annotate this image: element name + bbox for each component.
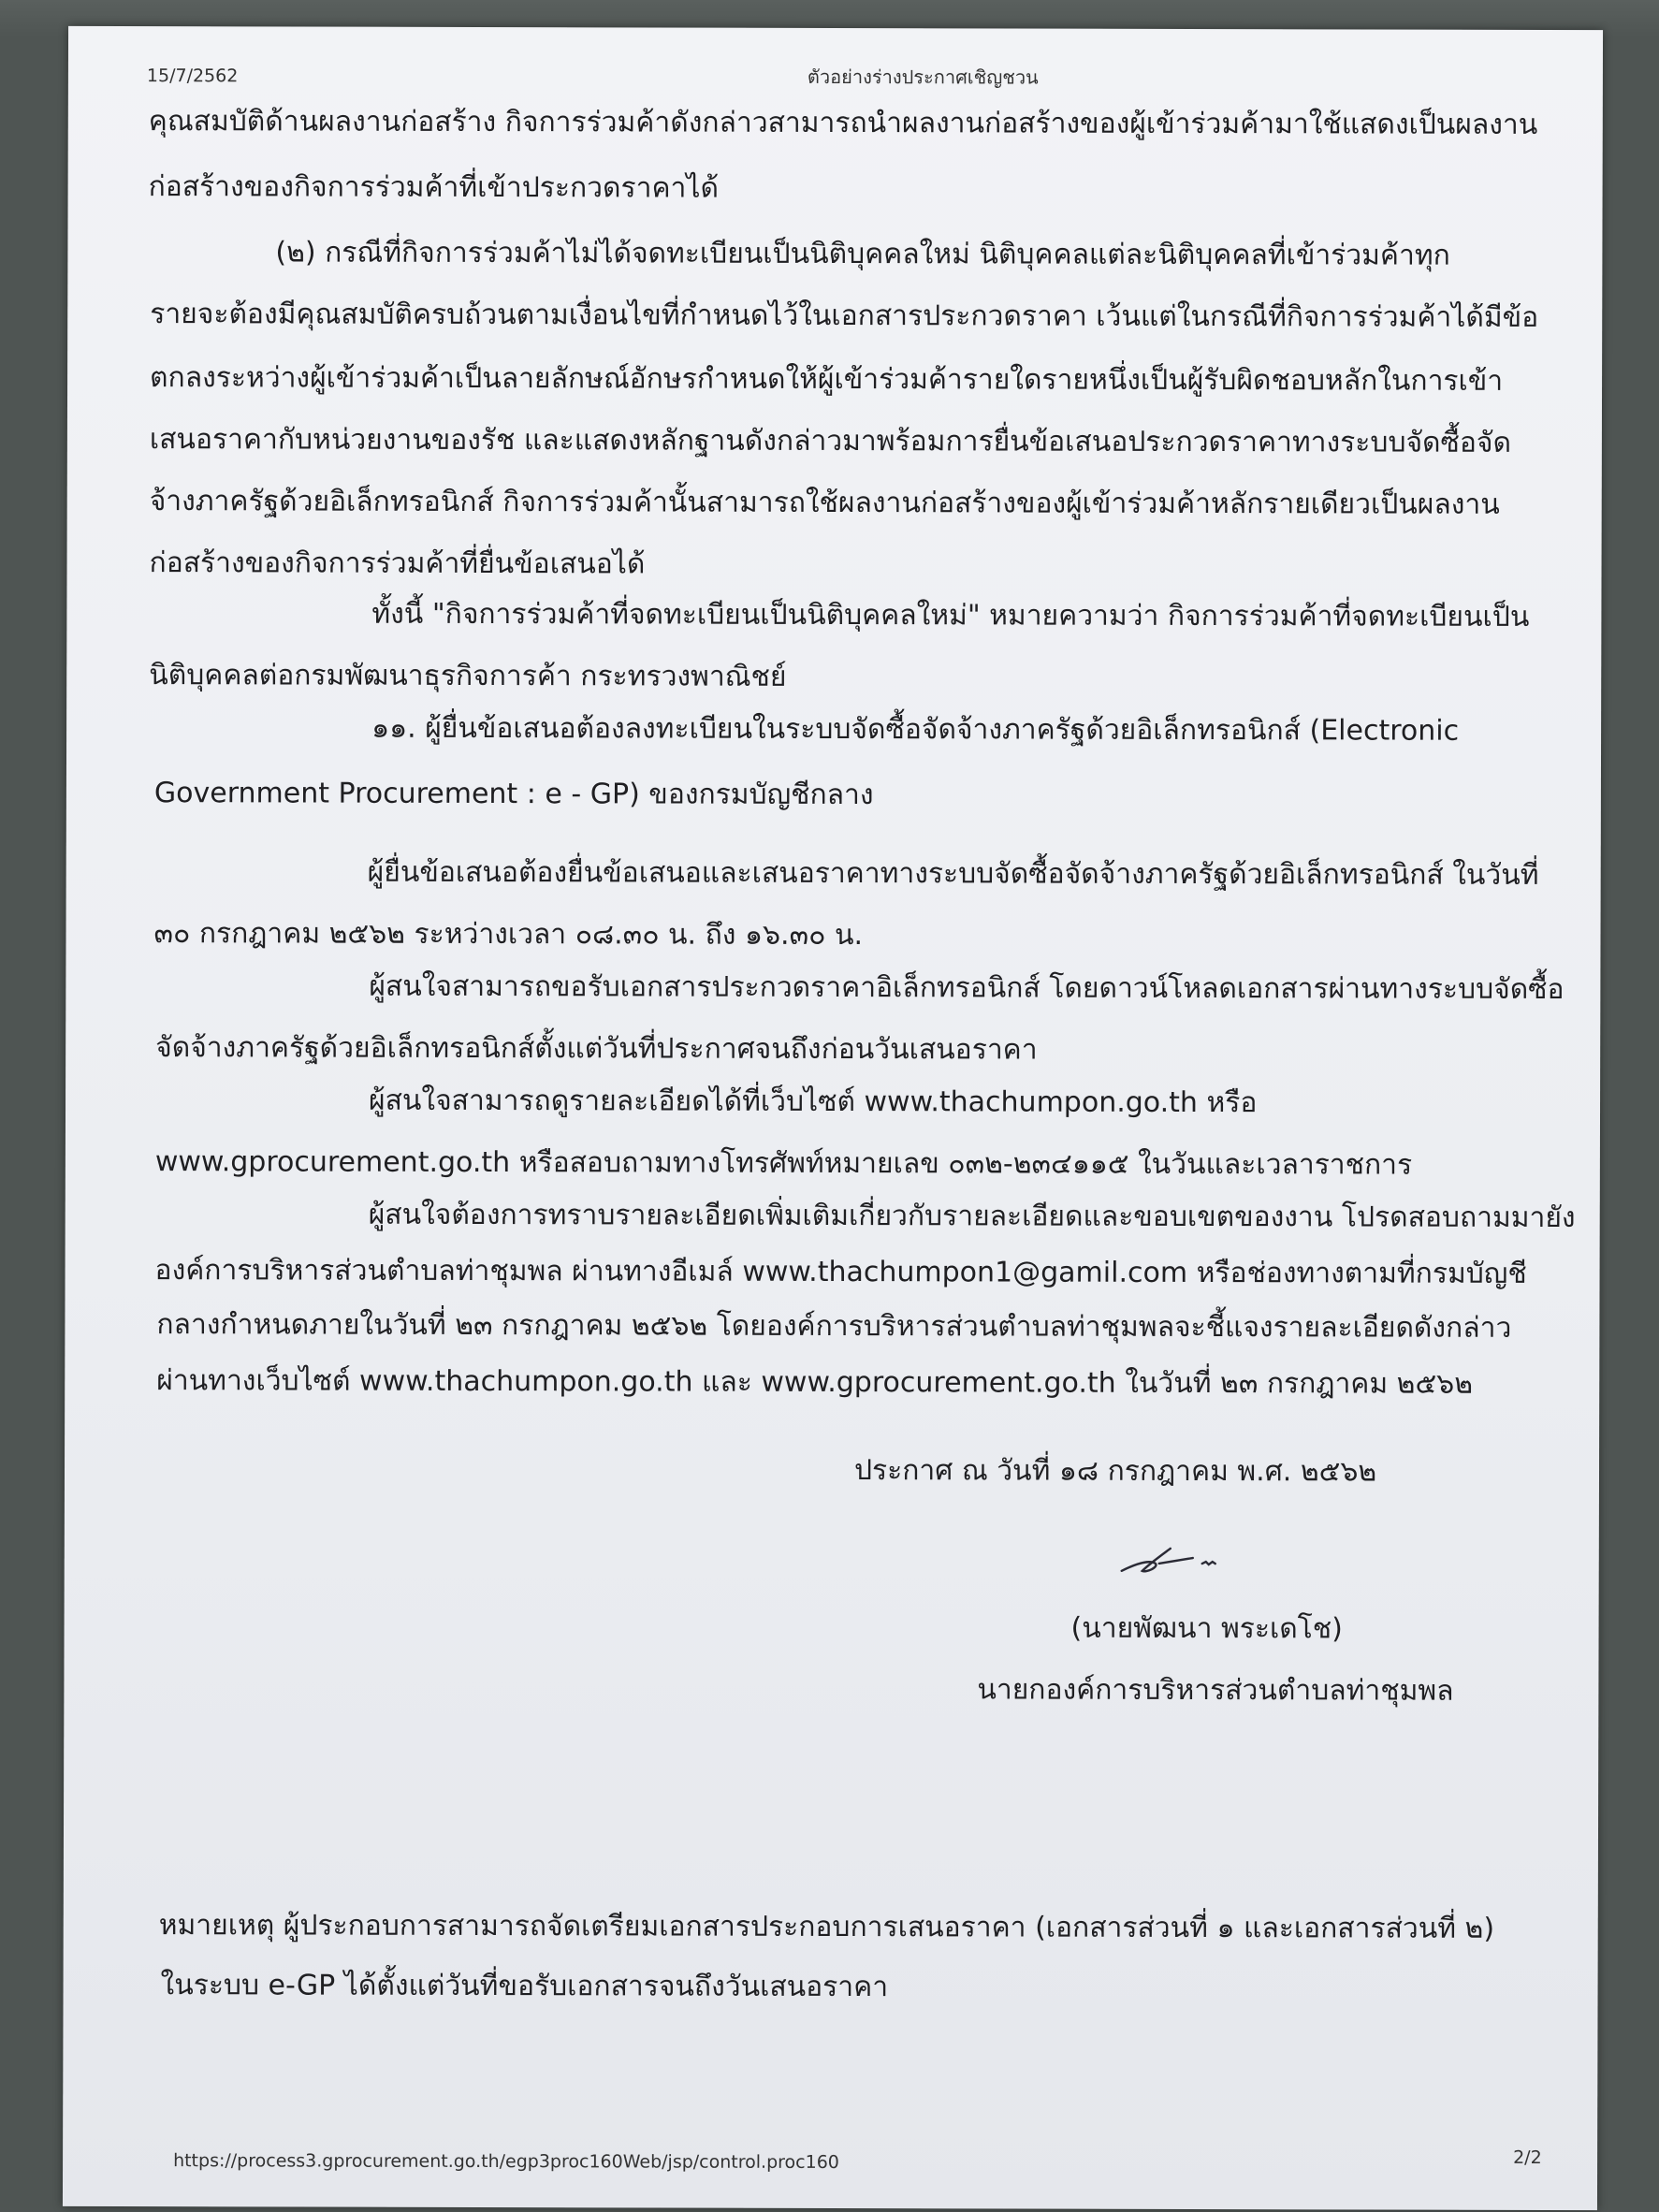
page-number: 2/2: [1513, 2147, 1542, 2168]
note-line: หมายเหตุ ผู้ประกอบการสามารถจัดเตรียมเอกสารประกอบการเสนอราคา (เอกสารส่วนที่ ๑ และเอกสารส่วนที่ ๒): [158, 1909, 1495, 1945]
paragraph-line: www.gprocurement.go.th หรือสอบถามทางโทรศัพท์หมายเลข ๐๓๒-๒๓๔๑๑๕ ในวันและเวลาราชการ: [154, 1145, 1413, 1182]
announcement-date: ประกาศ ณ วันที่ ๑๘ กรกฎาคม พ.ศ. ๒๕๖๒: [853, 1454, 1377, 1489]
note-line: ในระบบ e-GP ได้ตั้งแต่วันที่ขอรับเอกสารจนถึงวันเสนอราคา: [160, 1969, 889, 2004]
paragraph-line: คุณสมบัติด้านผลงานก่อสร้าง กิจการร่วมค้าดังกล่าวสามารถนำผลงานก่อสร้างของผู้เข้าร่วมค้ามาใช้แสดงเป็นผลงาน: [148, 105, 1538, 141]
signatory-name: (นายพัฒนา พระเดโช): [1070, 1611, 1343, 1646]
paragraph-line: เสนอราคากับหน่วยงานของรัช และแสดงหลักฐานดังกล่าวมาพร้อมการยื่นข้อเสนอประกวดราคาทางระบบจัดซื้อจัด: [149, 423, 1512, 459]
paragraph-line: ผู้สนใจสามารถขอรับเอกสารประกวดราคาอิเล็กทรอนิกส์ โดยดาวน์โหลดเอกสารผ่านทางระบบจัดซื้อ: [369, 969, 1564, 1007]
paragraph-line: นิติบุคคลต่อกรมพัฒนาธุรกิจการค้า กระทรวงพาณิชย์: [149, 659, 787, 693]
paragraph-line: Government Procurement : e - GP) ของกรมบัญชีกลาง: [153, 777, 874, 812]
footer-url: https://process3.gprocurement.go.th/egp3proc160Web/jsp/control.proc160: [173, 2150, 839, 2174]
paragraph-line: ก่อสร้างของกิจการร่วมค้าที่เข้าประกวดราคาได้: [148, 170, 720, 205]
paragraph-line: ผู้ยื่นข้อเสนอต้องยื่นข้อเสนอและเสนอราคาทางระบบจัดซื้อจัดจ้างภาครัฐด้วยอิเล็กทรอนิกส์ ในวันที่: [367, 855, 1539, 892]
paragraph-line: ๑๑. ผู้ยื่นข้อเสนอต้องลงทะเบียนในระบบจัดซื้อจัดจ้างภาครัฐด้วยอิเล็กทรอนิกส์ (Electronic: [371, 711, 1460, 748]
paragraph-line: จัดจ้างภาครัฐด้วยอิเล็กทรอนิกส์ตั้งแต่วันที่ประกาศจนถึงก่อนวันเสนอราคา: [155, 1031, 1038, 1067]
header-date: 15/7/2562: [146, 65, 239, 87]
paragraph-line: รายจะต้องมีคุณสมบัติครบถ้วนตามเงื่อนไขที่กำหนดไว้ในเอกสารประกวดราคา เว้นแต่ในกรณีที่กิจการร่วมค้าได้มีข้อ: [150, 298, 1539, 334]
paragraph-line: ก่อสร้างของกิจการร่วมค้าที่ยื่นข้อเสนอได้: [149, 546, 646, 581]
paragraph-line: ผู้สนใจต้องการทราบรายละเอียดเพิ่มเติมเกี่ยวกับรายละเอียดและขอบเขตของงาน โปรดสอบถามมายัง: [368, 1198, 1576, 1235]
paragraph-line: จ้างภาครัฐด้วยอิเล็กทรอนิกส์ กิจการร่วมค้านั้นสามารถใช้ผลงานก่อสร้างของผู้เข้าร่วมค้าหลักรายเดียวเป็นผลงาน: [149, 485, 1500, 521]
paragraph-line: ๓๐ กรกฎาคม ๒๕๖๒ ระหว่างเวลา ๐๘.๓๐ น. ถึง ๑๖.๓๐ น.: [153, 917, 864, 953]
handwritten-signature: [1118, 1535, 1230, 1592]
header-title: ตัวอย่างร่างประกาศเชิญชวน: [807, 65, 1039, 89]
paragraph-line: องค์การบริหารส่วนตำบลท่าชุมพล ผ่านทางอีเมล์ www.thachumpon1@gamil.com หรือช่องทางตามที่กรมบัญชี: [154, 1254, 1527, 1290]
paragraph-line: ผู้สนใจสามารถดูรายละเอียดได้ที่เว็บไซต์ www.thachumpon.go.th หรือ: [369, 1084, 1258, 1120]
signatory-position: นายกองค์การบริหารส่วนตำบลท่าชุมพล: [977, 1673, 1454, 1708]
paragraph-line: (๒) กรณีที่กิจการร่วมค้าไม่ได้จดทะเบียนเป็นนิติบุคคลใหม่ นิติบุคคลแต่ละนิติบุคคลที่เข้าร่วมค้าทุก: [275, 236, 1450, 272]
paragraph-line: ตกลงระหว่างผู้เข้าร่วมค้าเป็นลายลักษณ์อักษรกำหนดให้ผู้เข้าร่วมค้ารายใดรายหนึ่งเป็นผู้รับผิดชอบหลักในการเข้า: [150, 361, 1504, 398]
paragraph-line: กลางกำหนดภายในวันที่ ๒๓ กรกฎาคม ๒๕๖๒ โดยองค์การบริหารส่วนตำบลท่าชุมพลจะชี้แจงรายละเอียดดังกล่าว: [156, 1308, 1512, 1345]
paragraph-line: ผ่านทางเว็บไซต์ www.thachumpon.go.th และ www.gprocurement.go.th ในวันที่ ๒๓ กรกฎาคม ๒๕๖๒: [156, 1364, 1474, 1401]
paragraph-line: ทั้งนี้ "กิจการร่วมค้าที่จดทะเบียนเป็นนิติบุคคลใหม่" หมายความว่า กิจการร่วมค้าที่จดทะเบียนเป็น: [371, 597, 1530, 633]
document-page: [63, 26, 1603, 2210]
